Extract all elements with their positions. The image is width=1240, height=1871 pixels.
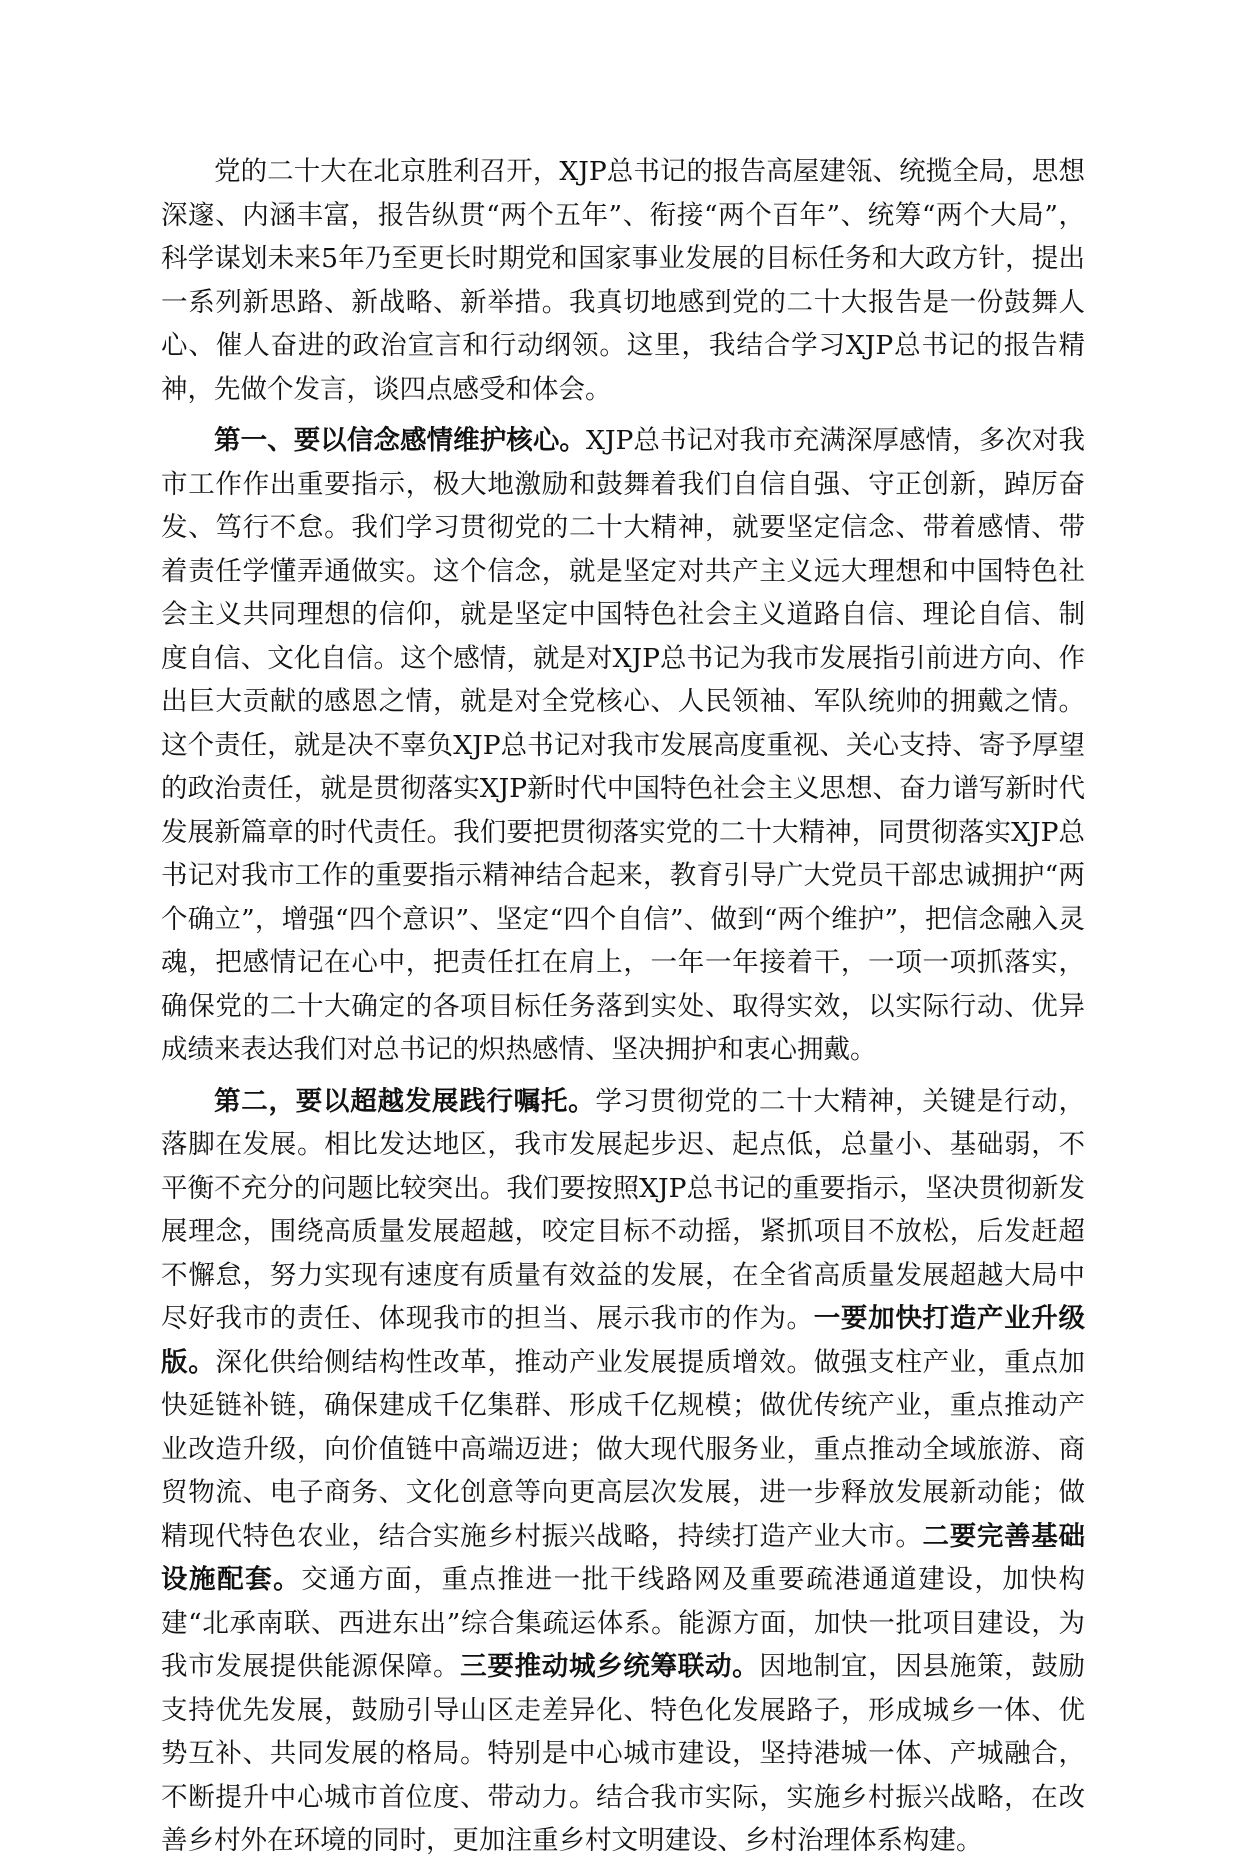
section-heading: 第一、要以信念感情维护核心。 [214,425,586,456]
subpoint-heading: 二要完善基础设施配套。 [161,1520,1086,1595]
document-body [161,150,1085,1871]
paragraph-text: 因地制宜，因县施策，鼓励支持优先发展，鼓励引导山区走差异化、特色化发展路子，形成城乡一体、优势互补、共同发展的格局。特别是中心城市建设，坚持港城一体、产城融合，不断提升中心城市首位度、带动力。结合我市实际，实施乡村振兴战略，在改善乡村外在环境的同时，更加注重乡村文明建设、乡村治理体系构建。 [161,1651,1086,1856]
paragraph-intro [161,150,1085,411]
paragraph-text: XJP总书记对我市充满深厚感情，多次对我市工作作出重要指示，极大地激励和鼓舞着我们自信自强、守正创新，踔厉奋发、笃行不怠。我们学习贯彻党的二十大精神，就要坚定信念、带着感情、带着责任学懂弄通做实。这个信念，就是坚定对共产主义远大理想和中国特色社会主义共同理想的信仰，就是坚定中国特色社会主义道路自信、理论自信、制度自信、文化自信。这个感情，就是对XJP总书记为我市发展指引前进方向、作出巨大贡献的感恩之情，就是对全党核心、人民领袖、军队统帅的拥戴之情。这个责任，就是决不辜负XJP总书记对我市发展高度重视、关心支持、寄予厚望的政治责任，就是贯彻落实XJP新时代中国特色社会主义思想、奋力谱写新时代发展新篇章的时代责任。我们要把贯彻落实党的二十大精神，同贯彻落实XJP总书记对我市工作的重要指示精神结合起来，教育引导广大党员干部忠诚拥护“两个确立”，增强“四个意识”、坚定“四个自信”、做到“两个维护”，把信念融入灵魂，把感情记在心中，把责任扛在肩上，一年一年接着干，一项一项抓落实，确保党的二十大确定的各项目标任务落到实处、取得实效，以实际行动、优异成绩来表达我们对总书记的炽热感情、坚决拥护和衷心拥戴。 [161,425,1085,1065]
paragraph-text: 交通方面，重点推进一批干线路网及重要疏港通道建设，加快构建“北承南联、西进东出”综合集疏运体系。能源方面，加快一批项目建设，为我市发展提供能源保障。 [161,1564,1085,1682]
subpoint-heading: 三要推动城乡统筹联动。 [460,1651,760,1682]
paragraph-point-two [161,1080,1085,1863]
paragraph-point-one [161,419,1085,1072]
paragraph-text: 学习贯彻党的二十大精神，关键是行动，落脚在发展。相比发达地区，我市发展起步迟、起点低，总量小、基础弱，不平衡不充分的问题比较突出。我们要按照XJP总书记的重要指示，坚决贯彻新发展理念，围绕高质量发展超越，咬定目标不动摇，紧抓项目不放松，后发赶超不懈怠，努力实现有速度有质量有效益的发展，在全省高质量发展超越大局中尽好我市的责任、体现我市的担当、展示我市的作为。 [161,1085,1086,1334]
paragraph-text: 深化供给侧结构性改革，推动产业发展提质增效。做强支柱产业，重点加快延链补链，确保建成千亿集群、形成千亿规模；做优传统产业，重点推动产业改造升级，向价值链中高端迈进；做大现代服务业，重点推动全域旅游、商贸物流、电子商务、文化创意等向更高层次发展，进一步释放发展新动能；做精现代特色农业，结合实施乡村振兴战略，持续打造产业大市。 [161,1346,1086,1552]
subpoint-heading: 一要加快打造产业升级版。 [161,1303,1086,1378]
section-heading: 第二，要以超越发展践行嘱托。 [214,1085,596,1117]
paragraph-text: 党的二十大在北京胜利召开，XJP总书记的报告高屋建瓴、统揽全局，思想深邃、内涵丰富，报告纵贯“两个五年”、衔接“两个百年”、统筹“两个大局”，科学谋划未来5年乃至更长时期党和国家事业发展的目标任务和大政方针，提出一系列新思路、新战略、新举措。我真切地感到党的二十大报告是一份鼓舞人心、催人奋进的政治宣言和行动纲领。这里，我结合学习XJP总书记的报告精神，先做个发言，谈四点感受和体会。 [161,156,1085,405]
